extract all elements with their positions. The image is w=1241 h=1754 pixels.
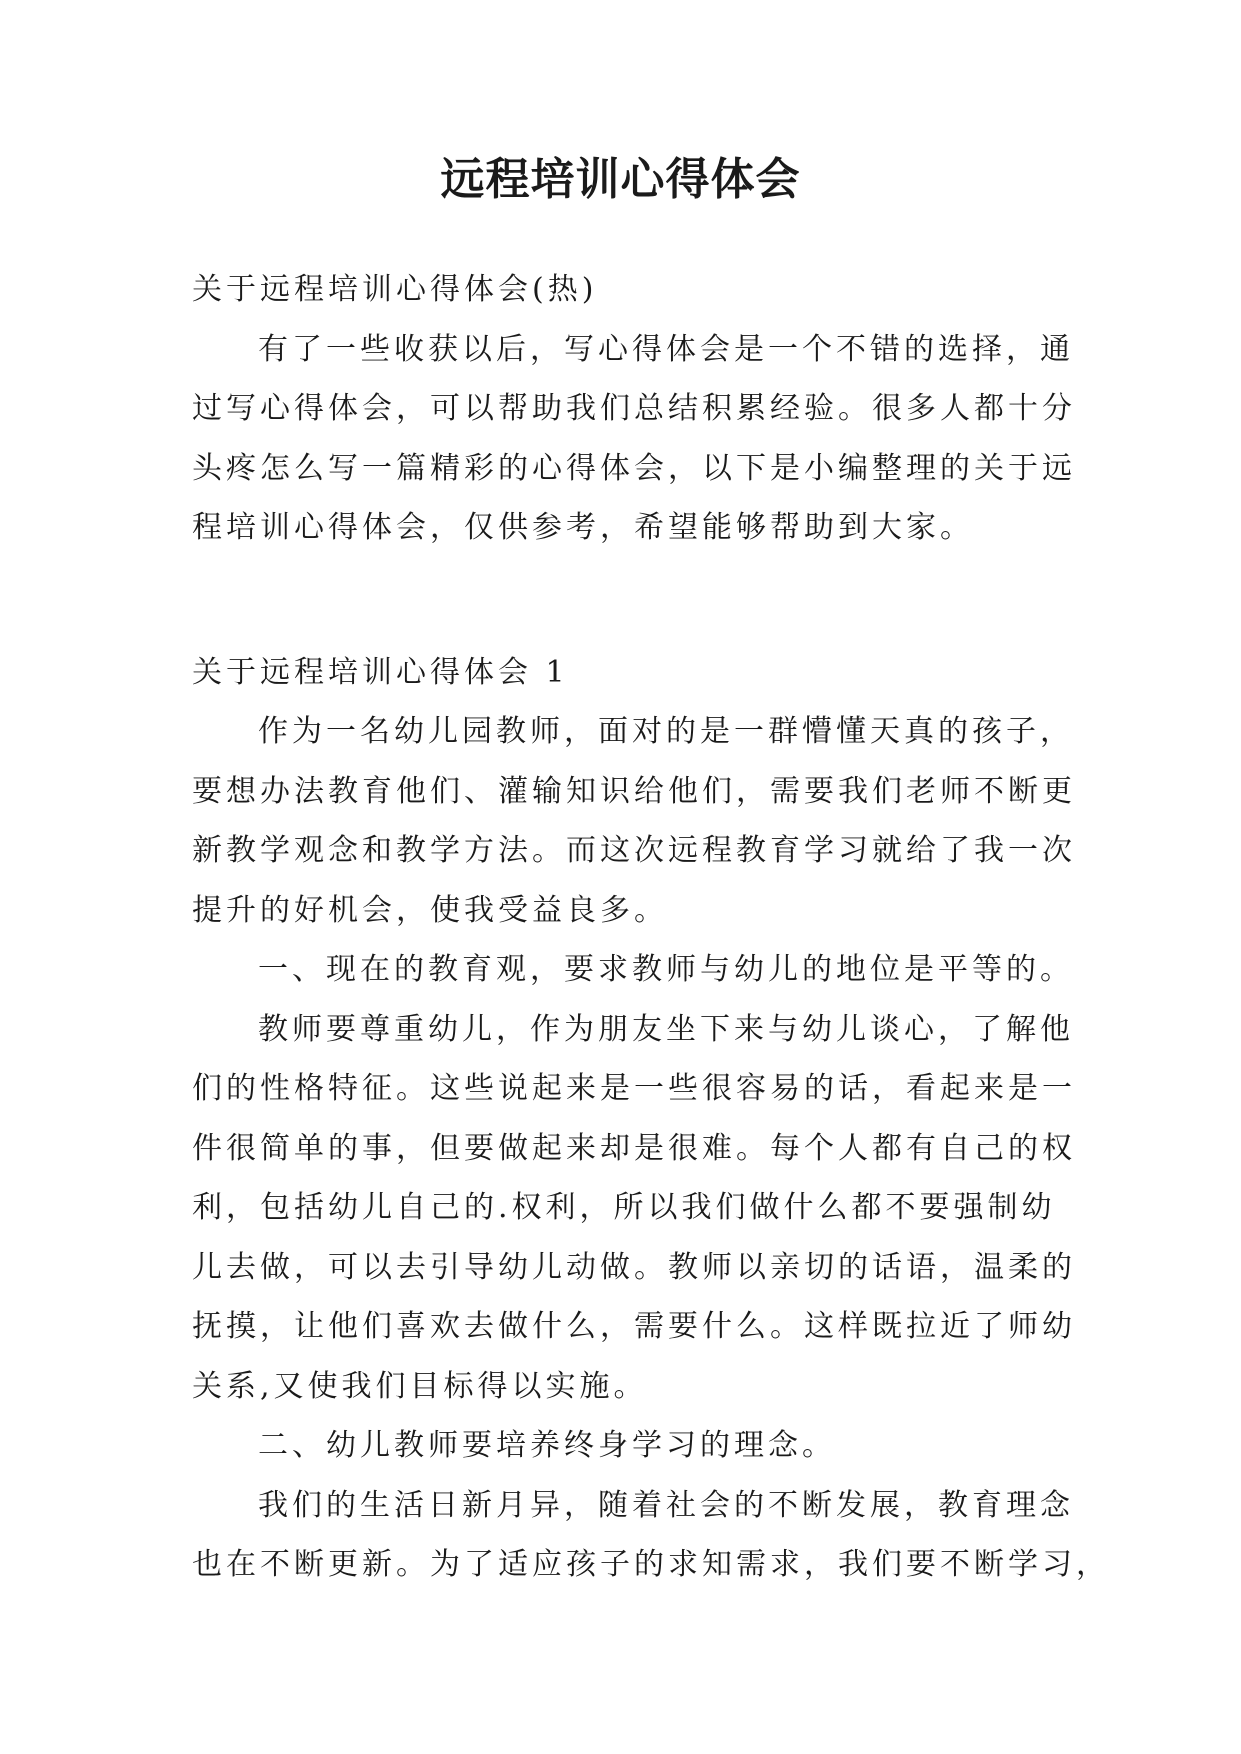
paragraph-line: 们的性格特征。这些说起来是一些很容易的话，看起来是一: [192, 1071, 1076, 1106]
document-body: [192, 260, 1110, 1595]
paragraph-line: 儿去做，可以去引导幼儿动做。教师以亲切的话语，温柔的: [192, 1249, 1076, 1285]
paragraph-line: 新教学观念和教学方法。而这次远程教育学习就给了我一次: [192, 833, 1076, 868]
paragraph-line: 件很简单的事，但要做起来却是很难。每个人都有自己的权: [192, 1130, 1076, 1166]
paragraph-line: 作为一名幼儿园教师，面对的是一群懵懂天真的孩子，: [258, 714, 1074, 749]
paragraph-line: 抚摸，让他们喜欢去做什么，需要什么。这样既拉近了师幼: [192, 1309, 1076, 1344]
section-spacer: [192, 558, 1052, 643]
paragraph-line: 我们的生活日新月异，随着社会的不断发展，教育理念: [258, 1487, 1074, 1523]
paragraph-line: 要想办法教育他们、灌输知识给他们，需要我们老师不断更: [192, 773, 1076, 809]
paragraph-line: 也在不断更新。为了适应孩子的求知需求，我们要不断学习，: [192, 1547, 1110, 1582]
paragraph-line: 利，包括幼儿自己的.权利，所以我们做什么都不要强制幼: [192, 1190, 1056, 1225]
intro-line: 过写心得体会，可以帮助我们总结积累经验。很多人都十分: [192, 391, 1076, 426]
point-heading: 一、现在的教育观，要求教师与幼儿的地位是平等的。: [258, 952, 1074, 987]
intro-heading: 关于远程培训心得体会(热): [192, 272, 598, 307]
paragraph-line: 提升的好机会，使我受益良多。: [192, 892, 668, 928]
document-title: 远程培训心得体会: [440, 154, 801, 205]
paragraph-line: 关系,又使我们目标得以实施。: [192, 1368, 648, 1404]
intro-line: 头疼怎么写一篇精彩的心得体会，以下是小编整理的关于远: [192, 450, 1076, 486]
intro-line: 有了一些收获以后，写心得体会是一个不错的选择，通: [258, 331, 1074, 367]
intro-line: 程培训心得体会，仅供参考，希望能够帮助到大家。: [192, 510, 974, 545]
point-heading: 二、幼儿教师要培养终身学习的理念。: [258, 1428, 836, 1463]
section-heading: 关于远程培训心得体会 1: [192, 654, 569, 690]
paragraph-line: 教师要尊重幼儿，作为朋友坐下来与幼儿谈心，了解他: [258, 1011, 1074, 1047]
